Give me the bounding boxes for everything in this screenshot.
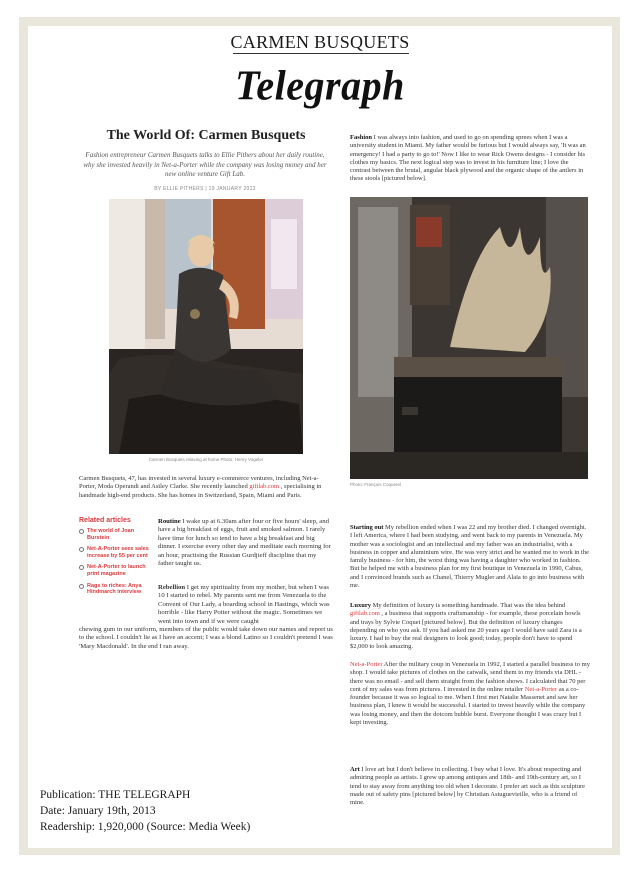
readership-line: Readership: 1,920,000 (Source: Media Week) [40,821,251,833]
stool-photo-caption: Photo: François Coquerel [350,482,402,487]
circle-bullet-icon [79,584,84,589]
circle-bullet-icon [79,529,84,534]
routine-paragraph: Routine I wake up at 6.30am after four or five hours' sleep, and have a big breakfast of eggs, fruit and smoked salmon. I rarely have time for lunch so tend to have a big breakfast and big dinner. I exercise every other day and meditate each morning for an hour, practising the Russian Gurdjieff discipline that my father taught us. [158,518,331,568]
net-a-porter-link[interactable]: Net-a-Porter [524,685,558,693]
intro-paragraph: Carmen Busquets, 47, has invested in several luxury e-commerce ventures, including Net-a-Porter, Moda Operandi and Astley Clarke. She recently launched giftlab.com , specialising in handmade high-end products. She has homes in Switzerland, Spain, Miami and Paris. [79,475,322,499]
circle-bullet-icon [79,565,84,570]
clipping-metadata [40,787,250,835]
newspaper-masthead: Telegraph [235,61,405,110]
antler-stool-photo [350,197,588,479]
starting-out-paragraph: Starting out My rebellion ended when I was 22 and my brother died. I changed overnight. I left America, where I had been studying, and went back to my parents in Venezuela. My mother was a sociologist and an intellectual and my father was an industrialist, with a business in copper and aluminium wire. He was very strict and he wanted me to work in the family business - for him, the worst thing was having a daughter who worked in fashion. But he helped me with a business plan for my first boutique in Venezuela in 1990, Cabus, and I convinced brands such as Chanel, Thierry Mugler and Alaïa to go into business with me. [350,524,589,590]
portrait-photo [109,199,303,454]
article-headline: The World Of: Carmen Busquets [106,128,306,143]
rebellion-paragraph: Rebellion I get my spirituality from my mother, but when I was 10 I started to rebel. My parents sent me from Venezuela to the Convent of Our Lady, a boarding school in Hastings, which was horrible - like Harry Potter without the magic. Sometimes we went into town and if we were caught [158,584,330,625]
related-link[interactable]: Rags to riches: Anya Hindmarch interview [79,583,155,596]
circle-bullet-icon [79,547,84,552]
net-a-porter-paragraph: Net-a-Porter After the military coup in Venezuela in 1992, I started a parallel business to my shop. I would take pictures of clothes on the catwalk, send them to my friends via DHL - there was no email - and sell them straight from the fashion shows. I calculated that 70 per cent of my sales was from pictures. I invested in the online retailer Net-a-Porter as a co-founder because it was so logical to me. When I first met Natalie Massenet and saw her business plan, I knew it would be successful. I started to invest heavily while the company was losing money, and then the dotcom bubble burst. Everyone thought I was crazy but I kept investing. [350,661,590,727]
publication-line: Publication: THE TELEGRAPH [40,789,191,801]
fashion-paragraph: Fashion I was always into fashion, and used to go on spending sprees when I was a university student in Miami. My father would be furious but I would always say, 'It was an emergency! I had a party to go to!' Now I like to wear Rick Owens designs - I consider his clothes my basics. The next logical step was to invest in his furniture line; I love the contrast between the brutal, angular black plywood and the organic shape of the antlers in these stools [pictured below]. [350,134,586,183]
date-line: Date: January 19th, 2013 [40,805,156,817]
article-byline: BY ELLIE PITHERS | 19 JANUARY 2013 [154,186,256,192]
luxury-paragraph: Luxury My definition of luxury is something handmade. That was the idea behind giftlab.com , a business that supports craftsmanship - for example, these porcelain bowls and trays by Sylvie Coquet [pictured below]. But the definition of luxury changes depending on who you ask. If you had asked me 20 years ago I would have said Zara is a luxury. I had to buy the real designers to look good; today, people don't have to spend $2,000 to look amazing. [350,602,582,651]
header-rule [233,53,409,54]
portrait-caption: Carmen Busquets relaxing at home Photo: Henry Vogeler [148,457,264,462]
client-name-header: CARMEN BUSQUETS [230,32,410,52]
rebellion-continued: chewing gum in our uniform, members of the public would take down our names and report us to the school. I couldn't lie as I have an accent; I was a blond Latino so I couldn't pretend I was 'Mary Macdonald'. In the end I ran away. [79,626,333,650]
related-link[interactable]: Net-A-Porter to launch print magazine [79,564,155,577]
article-standfirst: Fashion entrepreneur Carmen Busquets talks to Ellie Pithers about her daily routine, why she invested heavily in Net-a-Porter while the company was losing money and her new online venture Gift Lab. [83,151,327,178]
related-link[interactable]: The world of Joan Burstein [79,528,155,541]
related-articles [79,517,155,601]
giftlab-link[interactable]: giftlab.com [249,483,280,491]
giftlab-link[interactable]: giftlab.com [350,610,380,618]
related-link[interactable]: Net-A-Porter sees sales increase by 55 per cent [79,546,155,559]
art-paragraph: Art I love art but I don't believe in collecting. I buy what I love. It's about respecting and admiring people as artists. I grew up among antiques and 18th- and 19th-century art, so I tend to stay away from anything too old when I decorate. I prefer art such as this sculpture made out of safety pins [pictured below] by Christian Astuguevieille, who is a friend of mine. [350,766,586,807]
related-articles-title: Related articles [79,517,131,524]
